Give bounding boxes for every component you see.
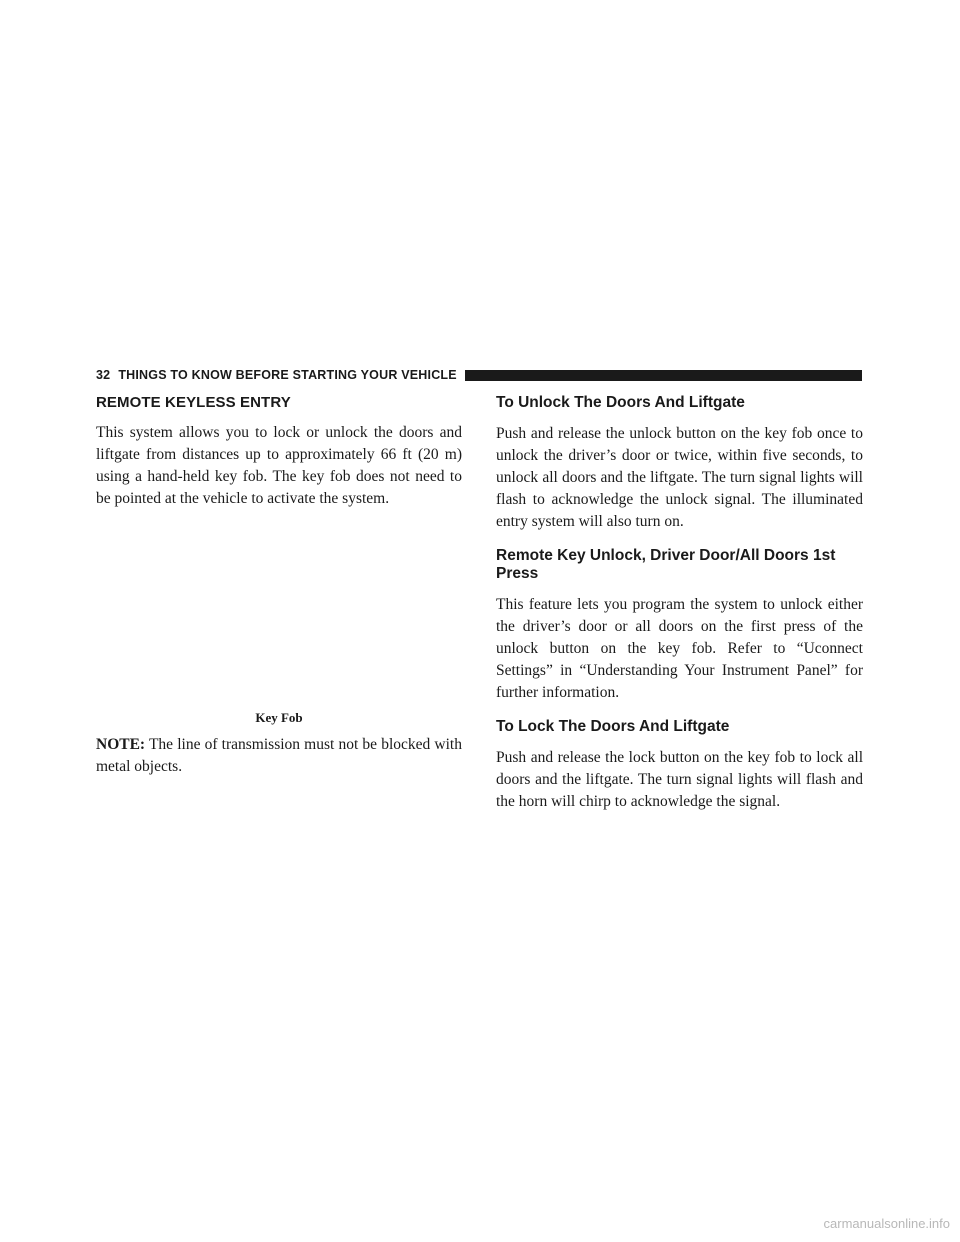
lock-paragraph: Push and release the lock button on the key fob to lock all doors and the liftgate. The turn signal lights will flash and the horn will chirp to acknowledge the signal. xyxy=(496,749,863,810)
note-text: The line of transmission must not be blocked with metal objects. xyxy=(96,736,462,775)
unlock-paragraph: Push and release the unlock button on the key fob once to unlock the driver’s door or twice, within five seconds, to unlock all doors and the liftgate. The turn signal lights will flash to acknowledge the unlock signal. The illuminated entry system will also turn on. xyxy=(496,425,863,530)
heading-lock-doors: To Lock The Doors And Liftgate xyxy=(496,718,730,735)
header-rule xyxy=(465,370,862,381)
right-column xyxy=(496,394,863,827)
section-heading-remote-keyless-entry: REMOTE KEYLESS ENTRY xyxy=(96,394,291,411)
left-column xyxy=(96,394,462,792)
intro-paragraph: This system allows you to lock or unlock the doors and liftgate from distances up to approximately 66 ft (20 m) using a hand-held key fob. The key fob does not need to be pointed at the vehicle to activate the system. xyxy=(96,424,462,507)
heading-unlock-doors: To Unlock The Doors And Liftgate xyxy=(496,394,745,411)
remote-unlock-paragraph: This feature lets you program the system to unlock either the driver’s door or all doors on the first press of the unlock button on the key fob. Refer to “Uconnect Settings” in “Understanding Your Instrument Panel” for further information. xyxy=(496,596,863,701)
page-header xyxy=(96,366,862,384)
note-label: NOTE: xyxy=(96,736,146,753)
heading-remote-key-unlock: Remote Key Unlock, Driver Door/All Doors 1st Press xyxy=(496,547,836,582)
running-title: THINGS TO KNOW BEFORE STARTING YOUR VEHICLE xyxy=(118,368,457,382)
key-fob-figure xyxy=(96,524,462,734)
page-number: 32 xyxy=(96,368,111,382)
watermark: carmanualsonline.info xyxy=(823,1216,950,1231)
note-paragraph xyxy=(96,734,462,778)
figure-caption: Key Fob xyxy=(255,710,303,725)
